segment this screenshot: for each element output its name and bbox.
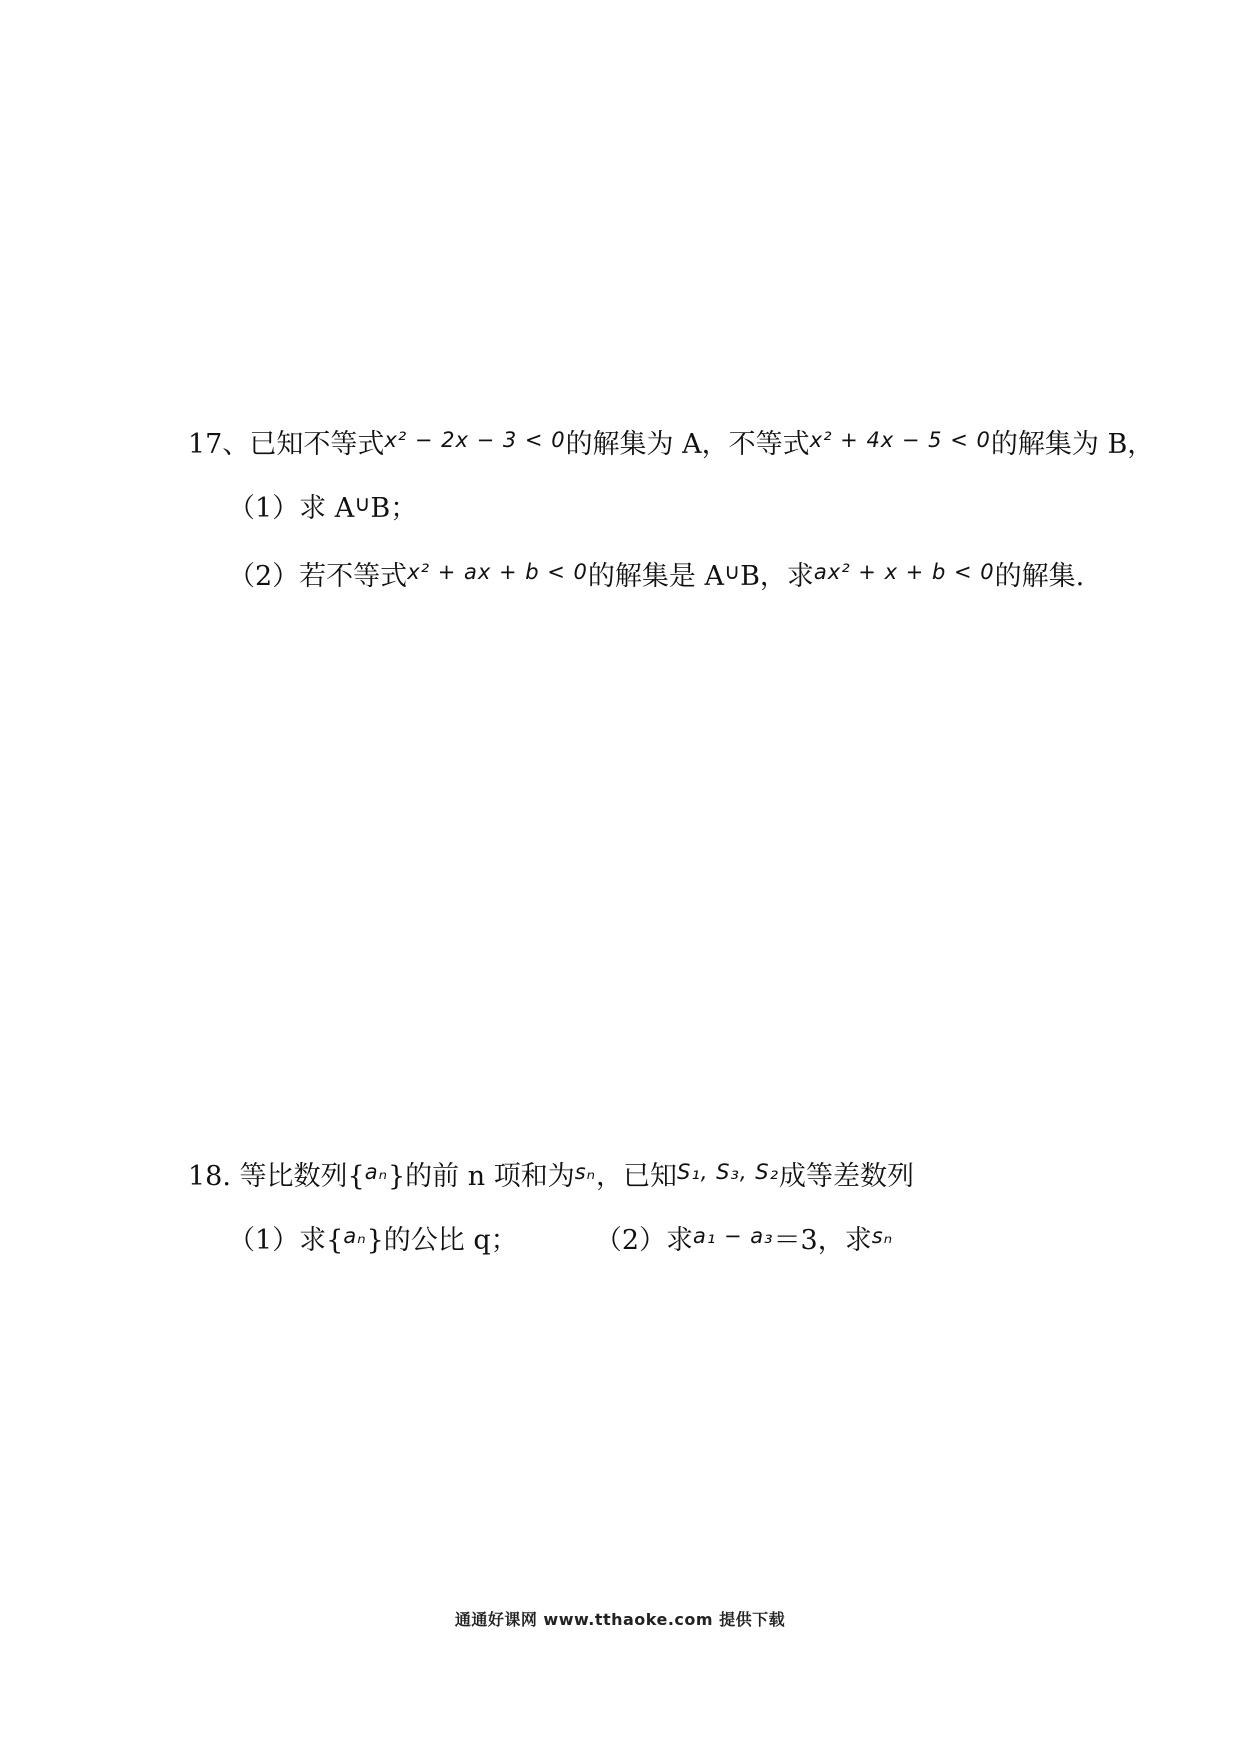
sum-sn: sₙ — [574, 1160, 597, 1184]
part-1-label: （1）求{ — [228, 1225, 344, 1256]
part-1-label: （1）求 A — [228, 493, 355, 524]
problem-17-text-1: 已知不等式 — [249, 429, 385, 460]
sequence-an: aₙ — [343, 1224, 367, 1248]
problem-17-statement — [188, 426, 1154, 465]
problem-18-text-2: }的前 n 项和为 — [387, 1161, 575, 1192]
sequence-an: aₙ — [364, 1160, 388, 1184]
problem-17-number: 17、 — [188, 429, 250, 460]
part-1-tail: }的公比 q； — [366, 1225, 518, 1256]
problem-18-text-1: 等比数列{ — [239, 1161, 365, 1192]
inequality-2: ax² + x + b < 0 — [813, 560, 995, 584]
problem-18-text-3: ，已知 — [596, 1161, 678, 1192]
union-symbol: ∪ — [723, 560, 741, 585]
sum-sn: sₙ — [871, 1224, 894, 1248]
part-2-label: （2）若不等式 — [228, 561, 408, 592]
part-2-eq: ＝3，求 — [773, 1225, 872, 1256]
part-1-tail: B； — [370, 493, 418, 524]
inequality-a: x² − 2x − 3 < 0 — [384, 428, 566, 452]
problem-18-parts — [228, 1222, 893, 1261]
problem-18-statement — [188, 1158, 914, 1197]
part-2-mid: 的解集是 A — [587, 561, 724, 592]
footer-source: 通通好课网 www.tthaoke.com 提供下载 — [454, 1610, 786, 1629]
inequality-1: x² + ax + b < 0 — [407, 560, 588, 584]
part-2-label: （2）求 — [594, 1225, 694, 1256]
s-terms: S₁, S₃, S₂ — [677, 1160, 779, 1184]
problem-17-text-2: 的解集为 A，不等式 — [565, 429, 810, 460]
problem-18-text-4: 成等差数列 — [779, 1161, 914, 1192]
problem-17-text-3: 的解集为 B， — [990, 429, 1155, 460]
inequality-b: x² + 4x − 5 < 0 — [809, 428, 991, 452]
problem-17-part-1 — [228, 490, 417, 530]
problem-17-part-2 — [228, 558, 1084, 598]
part-2-mid-2: B，求 — [740, 561, 814, 592]
problem-18-number: 18. — [188, 1161, 231, 1192]
union-symbol: ∪ — [354, 492, 371, 517]
part-2-tail: 的解集. — [994, 561, 1085, 592]
difference-expression: a₁ − a₃ — [693, 1224, 774, 1248]
